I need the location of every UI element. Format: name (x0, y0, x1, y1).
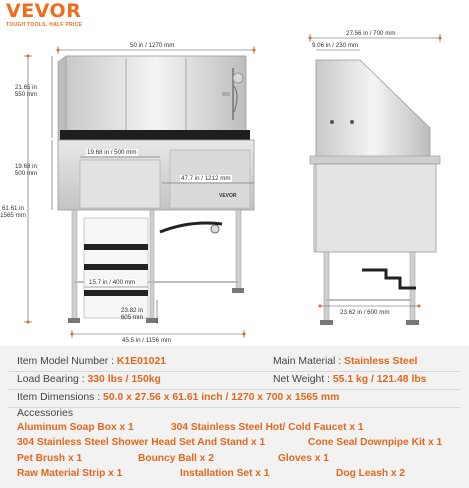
accessory-item: Pet Brush x 1 (17, 453, 83, 464)
ramp-width-label: 15.7 in / 400 mm (89, 279, 136, 286)
spec-dimensions-value: 50.0 x 27.56 x 61.61 inch / 1270 x 700 x 1565 mm (103, 392, 340, 403)
side-depth-label: 27.56 in / 700 mm (346, 30, 396, 37)
accessory-item: Aluminum Soap Box x 1 (17, 422, 134, 433)
spec-dimensions-label: Item Dimensions : (17, 392, 101, 403)
logo-wordmark: VEVOR (6, 0, 82, 22)
spec-load (17, 374, 161, 386)
accessory-item: Gloves x 1 (278, 453, 329, 464)
spec-material-value: Stainless Steel (344, 356, 418, 367)
spec-dimensions (17, 392, 339, 404)
spec-load-label: Load Bearing : (17, 374, 85, 385)
accessories-heading: Accessories (17, 408, 74, 419)
side-base-depth-label: 23.62 in / 600 mm (340, 309, 390, 316)
accessory-item: Dog Leash x 2 (336, 468, 406, 479)
logo-tagline: TOUGH TOOLS, HALF PRICE (6, 22, 83, 28)
spec-model (17, 356, 166, 368)
tub-inner-width-label: 19.68 in / 500 mm (87, 149, 137, 156)
spec-divider (8, 371, 461, 372)
spec-weight-label: Net Weight : (273, 374, 330, 385)
spec-material (273, 356, 417, 368)
spec-material-label: Main Material : (273, 356, 342, 367)
spec-model-value: K1E01021 (116, 356, 167, 367)
front-width-label: 50 in / 1270 mm (130, 42, 175, 49)
tub-height-label: 19.68 in 500 mm (14, 163, 38, 177)
side-view (310, 60, 440, 325)
spec-weight-value: 55.1 kg / 121.48 lbs (332, 374, 427, 385)
accessory-item: 304 Stainless Steel Shower Head Set And Stand x 1 (17, 437, 266, 448)
back-height-label: 21.65 in 550 mm (14, 84, 38, 98)
accessory-item: Installation Set x 1 (180, 468, 270, 479)
total-height-label: 61.61 in 1565 mm (0, 205, 26, 219)
spec-divider (8, 407, 461, 408)
accessory-item: Cone Seal Downpipe Kit x 1 (308, 437, 443, 448)
specs-panel (0, 346, 469, 488)
front-panel-label: VEVOR (219, 193, 237, 199)
spec-weight (273, 374, 426, 386)
tub-length-label: 47.7 in / 1212 mm (181, 175, 231, 182)
accessory-item: Bouncy Ball x 2 (138, 453, 214, 464)
ramp-height-label: 23.82 in 605 mm (120, 307, 144, 321)
accessory-item: 304 Stainless Steel Hot/ Cold Faucet x 1 (171, 422, 364, 433)
side-top-depth-label: 9.06 in / 230 mm (312, 42, 359, 49)
spec-model-label: Item Model Number : (17, 356, 115, 367)
base-width-label: 45.5 in / 1156 mm (122, 337, 172, 344)
accessory-item: Raw Material Strip x 1 (17, 468, 123, 479)
spec-divider (8, 389, 461, 390)
spec-load-value: 330 lbs / 150kg (87, 374, 161, 385)
